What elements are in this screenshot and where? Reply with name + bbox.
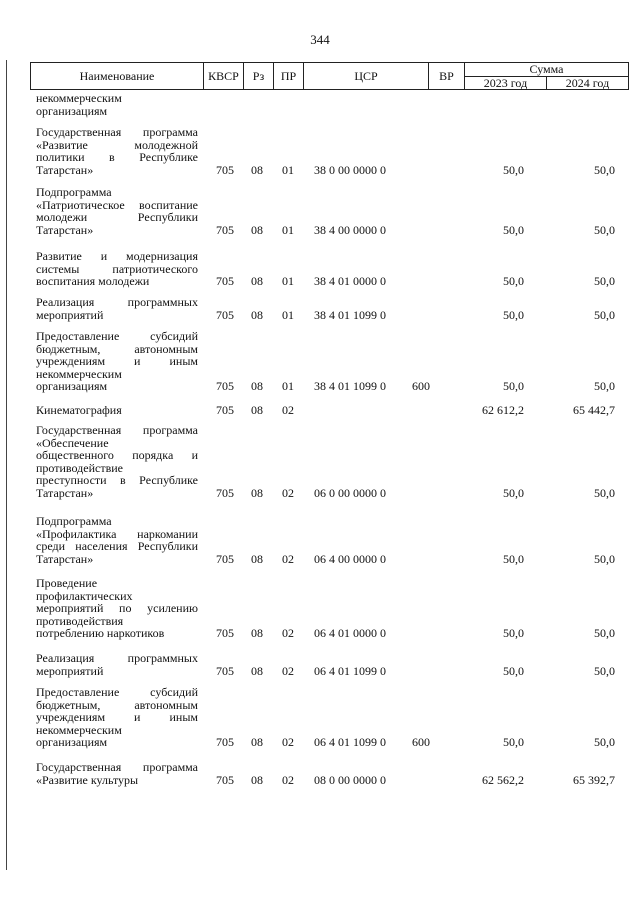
row-kvsr: 705 (216, 735, 234, 750)
table-row (0, 761, 640, 786)
row-name-line: воспитания молодежи (36, 274, 150, 289)
row-name-line: Государственная программа (36, 760, 198, 774)
row-csr: 06 4 01 1099 0 (314, 735, 386, 750)
row-name-line: противодействие (36, 460, 124, 475)
row-rz: 08 (251, 486, 263, 500)
row-name-line: противодействия (36, 613, 124, 628)
row-sum-2024: 50,0 (594, 379, 615, 394)
row-name-line: Татарстан» (36, 551, 94, 566)
row-sum-2024: 65 442,7 (573, 403, 615, 417)
row-name-line: профилактических (36, 588, 133, 603)
row-rz: 08 (251, 626, 263, 641)
row-name-line: молодежи Республики (36, 210, 198, 225)
row-csr: 08 0 00 0000 0 (314, 772, 386, 787)
header-kvsr: КВСР (204, 63, 244, 89)
row-name-line: «Профилактика наркомании (36, 526, 198, 541)
row-name-line: потреблению наркотиков (36, 626, 165, 641)
row-name (36, 761, 198, 786)
row-name-line: Реализация программных (36, 295, 198, 309)
row-name-line: Предоставление субсидий (36, 685, 198, 699)
row-sum-2024: 50,0 (594, 486, 615, 500)
row-sum-2024: 50,0 (594, 551, 615, 566)
row-pr: 02 (282, 486, 294, 500)
row-name (36, 424, 198, 500)
row-name-line: организациям (36, 735, 108, 750)
row-name-line: Предоставление субсидий (36, 329, 198, 343)
row-csr: 38 4 01 1099 0 (314, 379, 386, 394)
row-rz: 08 (251, 551, 263, 566)
row-name-line: Кинематография (36, 403, 122, 417)
row-pr: 01 (282, 379, 294, 394)
row-name (36, 515, 198, 565)
row-name-line: преступности в Республике (36, 473, 198, 488)
header-csr: ЦСР (304, 63, 429, 89)
row-kvsr: 705 (216, 663, 234, 678)
row-rz: 08 (251, 274, 263, 289)
table-header (30, 62, 629, 90)
row-name-line: бюджетным, автономным (36, 341, 198, 356)
row-name-line: «Обеспечение (36, 435, 109, 450)
table-row (0, 92, 640, 117)
row-csr: 38 4 01 0000 0 (314, 274, 386, 289)
header-vr: ВР (429, 63, 465, 89)
row-pr: 02 (282, 772, 294, 787)
row-sum-2023: 50,0 (503, 307, 524, 322)
row-name-line: некоммерческим (36, 722, 122, 737)
row-name-line: Татарстан» (36, 485, 94, 500)
table-row (0, 577, 640, 640)
row-name-line: «Развитие молодежной (36, 137, 198, 152)
table-row (0, 250, 640, 288)
table-row (0, 186, 640, 236)
row-sum-2024: 50,0 (594, 626, 615, 641)
row-vr: 600 (412, 379, 430, 394)
row-name-line: Татарстан» (36, 162, 94, 177)
row-name-line: учреждениям и иным (36, 710, 198, 725)
row-pr: 02 (282, 403, 294, 417)
header-sum-title: Сумма (465, 63, 628, 77)
row-sum-2023: 50,0 (503, 379, 524, 394)
row-rz: 08 (251, 663, 263, 678)
row-name-line: Подпрограмма (36, 185, 112, 199)
table-row (0, 126, 640, 176)
row-csr: 38 4 00 0000 0 (314, 222, 386, 237)
row-name (36, 126, 198, 176)
header-rz: Рз (244, 63, 274, 89)
row-name (36, 330, 198, 393)
row-sum-2023: 50,0 (503, 663, 524, 678)
row-csr: 06 0 00 0000 0 (314, 486, 386, 500)
row-name (36, 404, 198, 417)
row-kvsr: 705 (216, 274, 234, 289)
row-pr: 02 (282, 735, 294, 750)
row-kvsr: 705 (216, 551, 234, 566)
header-year-2024: 2024 год (565, 76, 610, 90)
row-rz: 08 (251, 772, 263, 787)
row-rz: 08 (251, 403, 263, 417)
page-number: 344 (310, 32, 330, 47)
row-name-line: мероприятий (36, 663, 104, 678)
row-name-line: политики в Республике (36, 150, 198, 165)
row-csr: 38 4 01 1099 0 (314, 307, 386, 322)
table-row (0, 296, 640, 321)
row-rz: 08 (251, 162, 263, 177)
row-sum-2024: 50,0 (594, 307, 615, 322)
table-row (0, 424, 640, 500)
row-pr: 01 (282, 162, 294, 177)
row-csr: 06 4 00 0000 0 (314, 551, 386, 566)
row-sum-2024: 50,0 (594, 162, 615, 177)
row-kvsr: 705 (216, 486, 234, 500)
header-pr: ПР (274, 63, 304, 89)
row-sum-2023: 50,0 (503, 551, 524, 566)
row-name-line: системы патриотического (36, 261, 198, 276)
row-sum-2023: 62 562,2 (482, 772, 524, 787)
row-name-line: организациям (36, 379, 108, 394)
row-sum-2024: 50,0 (594, 735, 615, 750)
row-name-line: Татарстан» (36, 222, 94, 237)
row-name-line: Государственная программа (36, 125, 198, 139)
row-sum-2023: 50,0 (503, 274, 524, 289)
row-name-line: бюджетным, автономным (36, 697, 198, 712)
table-row (0, 652, 640, 677)
row-kvsr: 705 (216, 772, 234, 787)
row-kvsr: 705 (216, 162, 234, 177)
row-csr: 06 4 01 0000 0 (314, 626, 386, 641)
row-name-line: мероприятий (36, 307, 104, 322)
table-row (0, 686, 640, 749)
row-name (36, 577, 198, 640)
row-sum-2023: 50,0 (503, 222, 524, 237)
row-name-line: общественного порядка и (36, 448, 198, 463)
row-sum-2023: 50,0 (503, 162, 524, 177)
row-rz: 08 (251, 379, 263, 394)
row-name (36, 250, 198, 288)
header-name: Наименование (31, 63, 204, 89)
row-pr: 02 (282, 626, 294, 641)
header-sum (465, 63, 628, 89)
row-sum-2024: 50,0 (594, 274, 615, 289)
row-pr: 01 (282, 222, 294, 237)
row-pr: 02 (282, 551, 294, 566)
table-row (0, 404, 640, 417)
row-name-line: Развитие и модернизация (36, 249, 198, 263)
row-sum-2023: 50,0 (503, 735, 524, 750)
row-csr: 38 0 00 0000 0 (314, 162, 386, 177)
row-name-line: некоммерческим (36, 91, 122, 105)
row-name (36, 296, 198, 321)
row-name-line: Проведение (36, 576, 98, 590)
row-name-line: среди населения Республики (36, 539, 198, 554)
row-sum-2024: 65 392,7 (573, 772, 615, 787)
row-sum-2023: 50,0 (503, 486, 524, 500)
row-name-line: некоммерческим (36, 366, 122, 381)
row-sum-2024: 50,0 (594, 222, 615, 237)
row-sum-2023: 50,0 (503, 626, 524, 641)
row-name-line: «Патриотическое воспитание (36, 197, 198, 212)
row-name-line: учреждениям и иным (36, 354, 198, 369)
row-sum-2024: 50,0 (594, 663, 615, 678)
row-kvsr: 705 (216, 626, 234, 641)
row-name (36, 92, 198, 117)
row-name-line: Государственная программа (36, 423, 198, 437)
row-name-line: организациям (36, 103, 108, 118)
row-rz: 08 (251, 735, 263, 750)
row-kvsr: 705 (216, 307, 234, 322)
row-sum-2023: 62 612,2 (482, 403, 524, 417)
header-year-2023: 2023 год (465, 77, 547, 90)
row-kvsr: 705 (216, 403, 234, 417)
row-kvsr: 705 (216, 222, 234, 237)
row-pr: 01 (282, 274, 294, 289)
row-csr: 06 4 01 1099 0 (314, 663, 386, 678)
row-rz: 08 (251, 307, 263, 322)
row-name-line: Реализация программных (36, 651, 198, 665)
row-name (36, 652, 198, 677)
row-kvsr: 705 (216, 379, 234, 394)
row-name-line: мероприятий по усилению (36, 601, 198, 616)
row-name (36, 186, 198, 236)
row-pr: 01 (282, 307, 294, 322)
row-name (36, 686, 198, 749)
header-sum-years (465, 77, 628, 90)
row-vr: 600 (412, 735, 430, 750)
table-row (0, 515, 640, 565)
table-row (0, 330, 640, 393)
row-name-line: Подпрограмма (36, 514, 112, 528)
row-name-line: «Развитие культуры (36, 772, 139, 787)
row-pr: 02 (282, 663, 294, 678)
row-rz: 08 (251, 222, 263, 237)
